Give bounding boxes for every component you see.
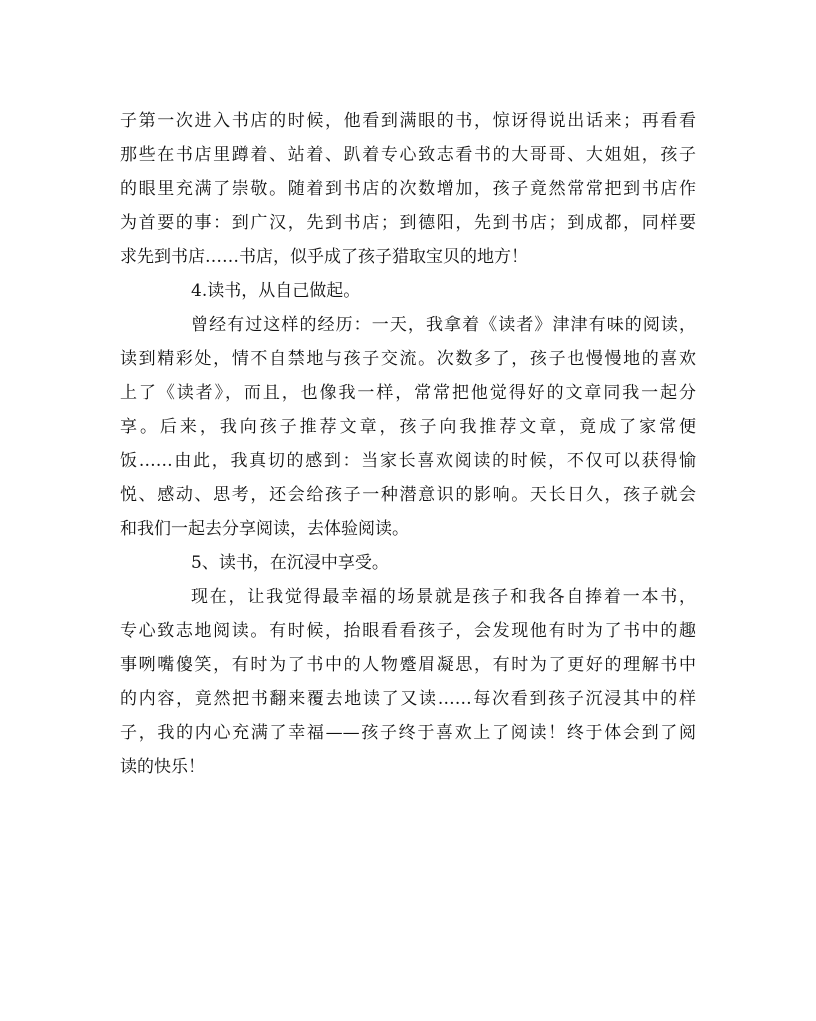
text-line: 读的快乐！ <box>120 757 205 777</box>
text-line: 读到精彩处，情不自禁地与孩子交流。次数多了，孩子也慢慢地的喜欢 <box>120 349 696 369</box>
document-body <box>120 104 696 784</box>
paragraph-immersion <box>120 580 696 784</box>
text-line: 上了《读者》，而且，也像我一样，常常把他觉得好的文章同我一起分 <box>120 383 696 403</box>
text-line: 的眼里充满了崇敬。随着到书店的次数增加，孩子竟然常常把到书店作 <box>120 179 696 199</box>
text-line: 子，我的内心充满了幸福——孩子终于喜欢上了阅读！终于体会到了阅 <box>120 723 696 743</box>
text-line: 子第一次进入书店的时候，他看到满眼的书，惊讶得说出话来；再看看 <box>120 111 696 131</box>
section-heading-5: 5、读书，在沉浸中享受。 <box>191 553 389 573</box>
text-line: 现在，让我觉得最幸福的场景就是孩子和我各自捧着一本书， <box>191 587 696 607</box>
paragraph-reading-together <box>120 308 696 546</box>
text-line: 曾经有过这样的经历：一天，我拿着《读者》津津有味的阅读， <box>191 315 696 335</box>
paragraph-bookstore <box>120 104 696 274</box>
text-line: 和我们一起去分享阅读，去体验阅读。 <box>120 519 409 539</box>
text-line: 的内容，竟然把书翻来覆去地读了又读……每次看到孩子沉浸其中的样 <box>120 689 696 709</box>
text-line: 享。后来，我向孩子推荐文章，孩子向我推荐文章，竟成了家常便 <box>120 417 696 437</box>
section-heading-4: 4.读书，从自己做起。 <box>191 281 361 301</box>
text-line: 为首要的事：到广汉，先到书店；到德阳，先到书店；到成都，同样要 <box>120 213 696 233</box>
text-line: 那些在书店里蹲着、站着、趴着专心致志看书的大哥哥、大姐姐，孩子 <box>120 145 696 165</box>
text-line: 求先到书店……书店，似乎成了孩子猎取宝贝的地方！ <box>120 247 528 267</box>
text-line: 事咧嘴傻笑，有时为了书中的人物蹙眉凝思，有时为了更好的理解书中 <box>120 655 696 675</box>
text-line: 悦、感动、思考，还会给孩子一种潜意识的影响。天长日久，孩子就会 <box>120 485 696 505</box>
text-line: 专心致志地阅读。有时候，抬眼看看孩子，会发现他有时为了书中的趣 <box>120 621 696 641</box>
text-line: 饭……由此，我真切的感到：当家长喜欢阅读的时候，不仅可以获得愉 <box>120 451 696 471</box>
